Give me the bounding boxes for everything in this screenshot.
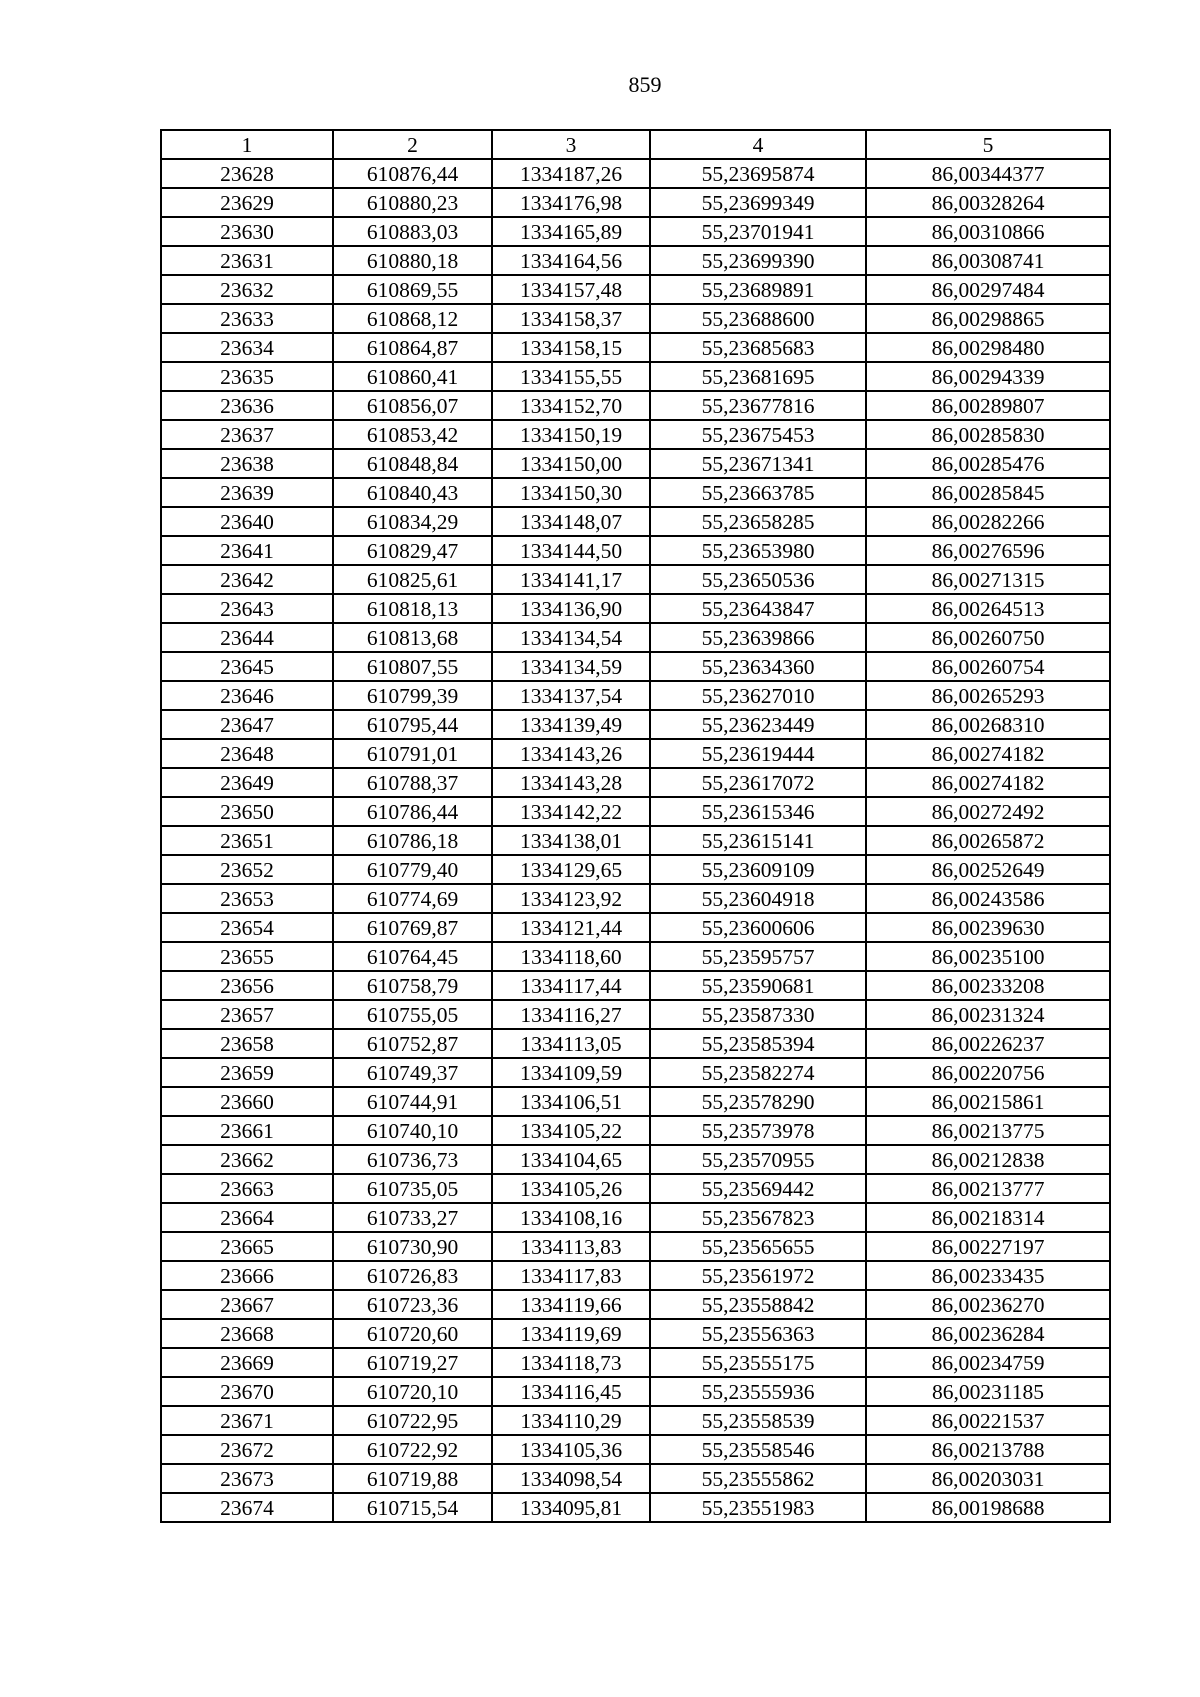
longitude-cell: 86,00233435 — [866, 1261, 1110, 1290]
y-coordinate-cell: 1334150,19 — [492, 420, 650, 449]
x-coordinate-cell: 610829,47 — [333, 536, 492, 565]
longitude-cell: 86,00310866 — [866, 217, 1110, 246]
point-number-cell: 23652 — [161, 855, 333, 884]
latitude-cell: 55,23658285 — [650, 507, 866, 536]
y-coordinate-cell: 1334136,90 — [492, 594, 650, 623]
table-row — [161, 913, 1110, 942]
y-coordinate-cell: 1334143,28 — [492, 768, 650, 797]
x-coordinate-cell: 610786,18 — [333, 826, 492, 855]
y-coordinate-cell: 1334116,27 — [492, 1000, 650, 1029]
y-coordinate-cell: 1334155,55 — [492, 362, 650, 391]
table-row — [161, 507, 1110, 536]
table-body — [161, 159, 1110, 1522]
longitude-cell: 86,00282266 — [866, 507, 1110, 536]
table-row — [161, 1000, 1110, 1029]
table-row — [161, 188, 1110, 217]
latitude-cell: 55,23634360 — [650, 652, 866, 681]
x-coordinate-cell: 610758,79 — [333, 971, 492, 1000]
point-number-cell: 23646 — [161, 681, 333, 710]
table-row — [161, 594, 1110, 623]
point-number-cell: 23629 — [161, 188, 333, 217]
x-coordinate-cell: 610868,12 — [333, 304, 492, 333]
x-coordinate-cell: 610779,40 — [333, 855, 492, 884]
point-number-cell: 23639 — [161, 478, 333, 507]
y-coordinate-cell: 1334157,48 — [492, 275, 650, 304]
table-row — [161, 884, 1110, 913]
y-coordinate-cell: 1334110,29 — [492, 1406, 650, 1435]
y-coordinate-cell: 1334109,59 — [492, 1058, 650, 1087]
longitude-cell: 86,00221537 — [866, 1406, 1110, 1435]
longitude-cell: 86,00285845 — [866, 478, 1110, 507]
y-coordinate-cell: 1334158,37 — [492, 304, 650, 333]
column-header-5: 5 — [866, 130, 1110, 159]
table-row — [161, 1464, 1110, 1493]
latitude-cell: 55,23688600 — [650, 304, 866, 333]
longitude-cell: 86,00344377 — [866, 159, 1110, 188]
latitude-cell: 55,23565655 — [650, 1232, 866, 1261]
table-row — [161, 391, 1110, 420]
longitude-cell: 86,00235100 — [866, 942, 1110, 971]
column-header-3: 3 — [492, 130, 650, 159]
point-number-cell: 23633 — [161, 304, 333, 333]
latitude-cell: 55,23590681 — [650, 971, 866, 1000]
point-number-cell: 23669 — [161, 1348, 333, 1377]
table-row — [161, 1348, 1110, 1377]
latitude-cell: 55,23681695 — [650, 362, 866, 391]
point-number-cell: 23656 — [161, 971, 333, 1000]
point-number-cell: 23631 — [161, 246, 333, 275]
latitude-cell: 55,23551983 — [650, 1493, 866, 1522]
x-coordinate-cell: 610807,55 — [333, 652, 492, 681]
x-coordinate-cell: 610733,27 — [333, 1203, 492, 1232]
y-coordinate-cell: 1334105,22 — [492, 1116, 650, 1145]
y-coordinate-cell: 1334187,26 — [492, 159, 650, 188]
latitude-cell: 55,23587330 — [650, 1000, 866, 1029]
table-row — [161, 652, 1110, 681]
table-row — [161, 536, 1110, 565]
table-row — [161, 797, 1110, 826]
y-coordinate-cell: 1334158,15 — [492, 333, 650, 362]
point-number-cell: 23673 — [161, 1464, 333, 1493]
x-coordinate-cell: 610876,44 — [333, 159, 492, 188]
longitude-cell: 86,00289807 — [866, 391, 1110, 420]
longitude-cell: 86,00236284 — [866, 1319, 1110, 1348]
longitude-cell: 86,00297484 — [866, 275, 1110, 304]
latitude-cell: 55,23604918 — [650, 884, 866, 913]
longitude-cell: 86,00285476 — [866, 449, 1110, 478]
x-coordinate-cell: 610813,68 — [333, 623, 492, 652]
point-number-cell: 23635 — [161, 362, 333, 391]
point-number-cell: 23634 — [161, 333, 333, 362]
longitude-cell: 86,00260750 — [866, 623, 1110, 652]
point-number-cell: 23649 — [161, 768, 333, 797]
y-coordinate-cell: 1334104,65 — [492, 1145, 650, 1174]
y-coordinate-cell: 1334105,36 — [492, 1435, 650, 1464]
longitude-cell: 86,00213788 — [866, 1435, 1110, 1464]
point-number-cell: 23636 — [161, 391, 333, 420]
point-number-cell: 23650 — [161, 797, 333, 826]
x-coordinate-cell: 610864,87 — [333, 333, 492, 362]
column-header-4: 4 — [650, 130, 866, 159]
y-coordinate-cell: 1334105,26 — [492, 1174, 650, 1203]
longitude-cell: 86,00252649 — [866, 855, 1110, 884]
point-number-cell: 23638 — [161, 449, 333, 478]
y-coordinate-cell: 1334121,44 — [492, 913, 650, 942]
latitude-cell: 55,23689891 — [650, 275, 866, 304]
longitude-cell: 86,00215861 — [866, 1087, 1110, 1116]
table-row — [161, 304, 1110, 333]
table-row — [161, 275, 1110, 304]
point-number-cell: 23670 — [161, 1377, 333, 1406]
longitude-cell: 86,00218314 — [866, 1203, 1110, 1232]
x-coordinate-cell: 610825,61 — [333, 565, 492, 594]
longitude-cell: 86,00213777 — [866, 1174, 1110, 1203]
x-coordinate-cell: 610791,01 — [333, 739, 492, 768]
y-coordinate-cell: 1334108,16 — [492, 1203, 650, 1232]
point-number-cell: 23645 — [161, 652, 333, 681]
latitude-cell: 55,23663785 — [650, 478, 866, 507]
latitude-cell: 55,23561972 — [650, 1261, 866, 1290]
point-number-cell: 23666 — [161, 1261, 333, 1290]
table-header — [161, 130, 1110, 159]
latitude-cell: 55,23570955 — [650, 1145, 866, 1174]
longitude-cell: 86,00231185 — [866, 1377, 1110, 1406]
y-coordinate-cell: 1334138,01 — [492, 826, 650, 855]
latitude-cell: 55,23671341 — [650, 449, 866, 478]
column-header-1: 1 — [161, 130, 333, 159]
point-number-cell: 23671 — [161, 1406, 333, 1435]
y-coordinate-cell: 1334119,66 — [492, 1290, 650, 1319]
table-row — [161, 420, 1110, 449]
x-coordinate-cell: 610880,23 — [333, 188, 492, 217]
longitude-cell: 86,00308741 — [866, 246, 1110, 275]
y-coordinate-cell: 1334165,89 — [492, 217, 650, 246]
y-coordinate-cell: 1334139,49 — [492, 710, 650, 739]
longitude-cell: 86,00328264 — [866, 188, 1110, 217]
longitude-cell: 86,00198688 — [866, 1493, 1110, 1522]
table-row — [161, 217, 1110, 246]
table-row — [161, 942, 1110, 971]
longitude-cell: 86,00220756 — [866, 1058, 1110, 1087]
longitude-cell: 86,00294339 — [866, 362, 1110, 391]
table-row — [161, 449, 1110, 478]
longitude-cell: 86,00264513 — [866, 594, 1110, 623]
latitude-cell: 55,23653980 — [650, 536, 866, 565]
table-row — [161, 478, 1110, 507]
point-number-cell: 23658 — [161, 1029, 333, 1058]
x-coordinate-cell: 610764,45 — [333, 942, 492, 971]
point-number-cell: 23644 — [161, 623, 333, 652]
longitude-cell: 86,00243586 — [866, 884, 1110, 913]
x-coordinate-cell: 610834,29 — [333, 507, 492, 536]
longitude-cell: 86,00285830 — [866, 420, 1110, 449]
point-number-cell: 23660 — [161, 1087, 333, 1116]
point-number-cell: 23657 — [161, 1000, 333, 1029]
point-number-cell: 23659 — [161, 1058, 333, 1087]
longitude-cell: 86,00265293 — [866, 681, 1110, 710]
x-coordinate-cell: 610869,55 — [333, 275, 492, 304]
latitude-cell: 55,23675453 — [650, 420, 866, 449]
point-number-cell: 23628 — [161, 159, 333, 188]
latitude-cell: 55,23573978 — [650, 1116, 866, 1145]
coordinates-table — [160, 129, 1111, 1523]
longitude-cell: 86,00298865 — [866, 304, 1110, 333]
longitude-cell: 86,00298480 — [866, 333, 1110, 362]
table-row — [161, 623, 1110, 652]
latitude-cell: 55,23643847 — [650, 594, 866, 623]
table-row — [161, 159, 1110, 188]
y-coordinate-cell: 1334150,00 — [492, 449, 650, 478]
point-number-cell: 23653 — [161, 884, 333, 913]
longitude-cell: 86,00271315 — [866, 565, 1110, 594]
y-coordinate-cell: 1334118,73 — [492, 1348, 650, 1377]
latitude-cell: 55,23615141 — [650, 826, 866, 855]
x-coordinate-cell: 610726,83 — [333, 1261, 492, 1290]
table-row — [161, 1319, 1110, 1348]
y-coordinate-cell: 1334142,22 — [492, 797, 650, 826]
longitude-cell: 86,00274182 — [866, 739, 1110, 768]
y-coordinate-cell: 1334134,59 — [492, 652, 650, 681]
latitude-cell: 55,23617072 — [650, 768, 866, 797]
latitude-cell: 55,23619444 — [650, 739, 866, 768]
table-row — [161, 1203, 1110, 1232]
x-coordinate-cell: 610774,69 — [333, 884, 492, 913]
latitude-cell: 55,23582274 — [650, 1058, 866, 1087]
y-coordinate-cell: 1334113,83 — [492, 1232, 650, 1261]
longitude-cell: 86,00212838 — [866, 1145, 1110, 1174]
y-coordinate-cell: 1334116,45 — [492, 1377, 650, 1406]
table-row — [161, 1058, 1110, 1087]
latitude-cell: 55,23558546 — [650, 1435, 866, 1464]
x-coordinate-cell: 610730,90 — [333, 1232, 492, 1261]
point-number-cell: 23655 — [161, 942, 333, 971]
table-row — [161, 1145, 1110, 1174]
point-number-cell: 23651 — [161, 826, 333, 855]
table-row — [161, 1493, 1110, 1522]
latitude-cell: 55,23567823 — [650, 1203, 866, 1232]
y-coordinate-cell: 1334117,44 — [492, 971, 650, 1000]
latitude-cell: 55,23569442 — [650, 1174, 866, 1203]
latitude-cell: 55,23558842 — [650, 1290, 866, 1319]
point-number-cell: 23668 — [161, 1319, 333, 1348]
longitude-cell: 86,00265872 — [866, 826, 1110, 855]
latitude-cell: 55,23699349 — [650, 188, 866, 217]
latitude-cell: 55,23556363 — [650, 1319, 866, 1348]
x-coordinate-cell: 610749,37 — [333, 1058, 492, 1087]
x-coordinate-cell: 610818,13 — [333, 594, 492, 623]
y-coordinate-cell: 1334118,60 — [492, 942, 650, 971]
point-number-cell: 23663 — [161, 1174, 333, 1203]
x-coordinate-cell: 610722,95 — [333, 1406, 492, 1435]
point-number-cell: 23662 — [161, 1145, 333, 1174]
point-number-cell: 23674 — [161, 1493, 333, 1522]
longitude-cell: 86,00276596 — [866, 536, 1110, 565]
y-coordinate-cell: 1334137,54 — [492, 681, 650, 710]
table-row — [161, 1116, 1110, 1145]
point-number-cell: 23641 — [161, 536, 333, 565]
table-row — [161, 565, 1110, 594]
y-coordinate-cell: 1334095,81 — [492, 1493, 650, 1522]
longitude-cell: 86,00231324 — [866, 1000, 1110, 1029]
table-row — [161, 1290, 1110, 1319]
y-coordinate-cell: 1334143,26 — [492, 739, 650, 768]
point-number-cell: 23640 — [161, 507, 333, 536]
table-row — [161, 1174, 1110, 1203]
x-coordinate-cell: 610769,87 — [333, 913, 492, 942]
x-coordinate-cell: 610786,44 — [333, 797, 492, 826]
point-number-cell: 23665 — [161, 1232, 333, 1261]
table-row — [161, 710, 1110, 739]
table-row — [161, 362, 1110, 391]
x-coordinate-cell: 610799,39 — [333, 681, 492, 710]
x-coordinate-cell: 610883,03 — [333, 217, 492, 246]
table-row — [161, 855, 1110, 884]
header-row — [161, 130, 1110, 159]
y-coordinate-cell: 1334150,30 — [492, 478, 650, 507]
x-coordinate-cell: 610840,43 — [333, 478, 492, 507]
latitude-cell: 55,23555175 — [650, 1348, 866, 1377]
longitude-cell: 86,00234759 — [866, 1348, 1110, 1377]
longitude-cell: 86,00268310 — [866, 710, 1110, 739]
latitude-cell: 55,23600606 — [650, 913, 866, 942]
x-coordinate-cell: 610853,42 — [333, 420, 492, 449]
y-coordinate-cell: 1334106,51 — [492, 1087, 650, 1116]
y-coordinate-cell: 1334123,92 — [492, 884, 650, 913]
point-number-cell: 23664 — [161, 1203, 333, 1232]
latitude-cell: 55,23701941 — [650, 217, 866, 246]
y-coordinate-cell: 1334141,17 — [492, 565, 650, 594]
longitude-cell: 86,00236270 — [866, 1290, 1110, 1319]
table-row — [161, 681, 1110, 710]
x-coordinate-cell: 610880,18 — [333, 246, 492, 275]
x-coordinate-cell: 610720,60 — [333, 1319, 492, 1348]
table-row — [161, 1435, 1110, 1464]
y-coordinate-cell: 1334129,65 — [492, 855, 650, 884]
latitude-cell: 55,23609109 — [650, 855, 866, 884]
longitude-cell: 86,00272492 — [866, 797, 1110, 826]
y-coordinate-cell: 1334148,07 — [492, 507, 650, 536]
x-coordinate-cell: 610723,36 — [333, 1290, 492, 1319]
x-coordinate-cell: 610740,10 — [333, 1116, 492, 1145]
latitude-cell: 55,23555862 — [650, 1464, 866, 1493]
table-row — [161, 1087, 1110, 1116]
y-coordinate-cell: 1334098,54 — [492, 1464, 650, 1493]
y-coordinate-cell: 1334117,83 — [492, 1261, 650, 1290]
y-coordinate-cell: 1334119,69 — [492, 1319, 650, 1348]
x-coordinate-cell: 610860,41 — [333, 362, 492, 391]
x-coordinate-cell: 610735,05 — [333, 1174, 492, 1203]
column-header-2: 2 — [333, 130, 492, 159]
latitude-cell: 55,23578290 — [650, 1087, 866, 1116]
x-coordinate-cell: 610719,88 — [333, 1464, 492, 1493]
table-row — [161, 739, 1110, 768]
y-coordinate-cell: 1334144,50 — [492, 536, 650, 565]
table-row — [161, 1232, 1110, 1261]
latitude-cell: 55,23558539 — [650, 1406, 866, 1435]
longitude-cell: 86,00239630 — [866, 913, 1110, 942]
x-coordinate-cell: 610722,92 — [333, 1435, 492, 1464]
x-coordinate-cell: 610795,44 — [333, 710, 492, 739]
longitude-cell: 86,00227197 — [866, 1232, 1110, 1261]
x-coordinate-cell: 610715,54 — [333, 1493, 492, 1522]
page-number: 859 — [628, 72, 662, 97]
latitude-cell: 55,23677816 — [650, 391, 866, 420]
table-row — [161, 1377, 1110, 1406]
table-row — [161, 1029, 1110, 1058]
x-coordinate-cell: 610752,87 — [333, 1029, 492, 1058]
table-row — [161, 246, 1110, 275]
latitude-cell: 55,23650536 — [650, 565, 866, 594]
y-coordinate-cell: 1334152,70 — [492, 391, 650, 420]
longitude-cell: 86,00260754 — [866, 652, 1110, 681]
x-coordinate-cell: 610720,10 — [333, 1377, 492, 1406]
point-number-cell: 23661 — [161, 1116, 333, 1145]
x-coordinate-cell: 610848,84 — [333, 449, 492, 478]
table-row — [161, 826, 1110, 855]
point-number-cell: 23643 — [161, 594, 333, 623]
x-coordinate-cell: 610736,73 — [333, 1145, 492, 1174]
latitude-cell: 55,23695874 — [650, 159, 866, 188]
x-coordinate-cell: 610856,07 — [333, 391, 492, 420]
table-row — [161, 971, 1110, 1000]
longitude-cell: 86,00233208 — [866, 971, 1110, 1000]
point-number-cell: 23672 — [161, 1435, 333, 1464]
table-row — [161, 768, 1110, 797]
y-coordinate-cell: 1334176,98 — [492, 188, 650, 217]
x-coordinate-cell: 610744,91 — [333, 1087, 492, 1116]
point-number-cell: 23630 — [161, 217, 333, 246]
point-number-cell: 23632 — [161, 275, 333, 304]
point-number-cell: 23642 — [161, 565, 333, 594]
x-coordinate-cell: 610788,37 — [333, 768, 492, 797]
y-coordinate-cell: 1334113,05 — [492, 1029, 650, 1058]
latitude-cell: 55,23615346 — [650, 797, 866, 826]
table-row — [161, 333, 1110, 362]
latitude-cell: 55,23595757 — [650, 942, 866, 971]
longitude-cell: 86,00226237 — [866, 1029, 1110, 1058]
latitude-cell: 55,23639866 — [650, 623, 866, 652]
x-coordinate-cell: 610719,27 — [333, 1348, 492, 1377]
latitude-cell: 55,23685683 — [650, 333, 866, 362]
latitude-cell: 55,23623449 — [650, 710, 866, 739]
point-number-cell: 23647 — [161, 710, 333, 739]
point-number-cell: 23637 — [161, 420, 333, 449]
point-number-cell: 23667 — [161, 1290, 333, 1319]
longitude-cell: 86,00203031 — [866, 1464, 1110, 1493]
point-number-cell: 23648 — [161, 739, 333, 768]
longitude-cell: 86,00213775 — [866, 1116, 1110, 1145]
y-coordinate-cell: 1334134,54 — [492, 623, 650, 652]
latitude-cell: 55,23699390 — [650, 246, 866, 275]
latitude-cell: 55,23555936 — [650, 1377, 866, 1406]
latitude-cell: 55,23585394 — [650, 1029, 866, 1058]
latitude-cell: 55,23627010 — [650, 681, 866, 710]
table-row — [161, 1261, 1110, 1290]
point-number-cell: 23654 — [161, 913, 333, 942]
longitude-cell: 86,00274182 — [866, 768, 1110, 797]
table-row — [161, 1406, 1110, 1435]
x-coordinate-cell: 610755,05 — [333, 1000, 492, 1029]
y-coordinate-cell: 1334164,56 — [492, 246, 650, 275]
